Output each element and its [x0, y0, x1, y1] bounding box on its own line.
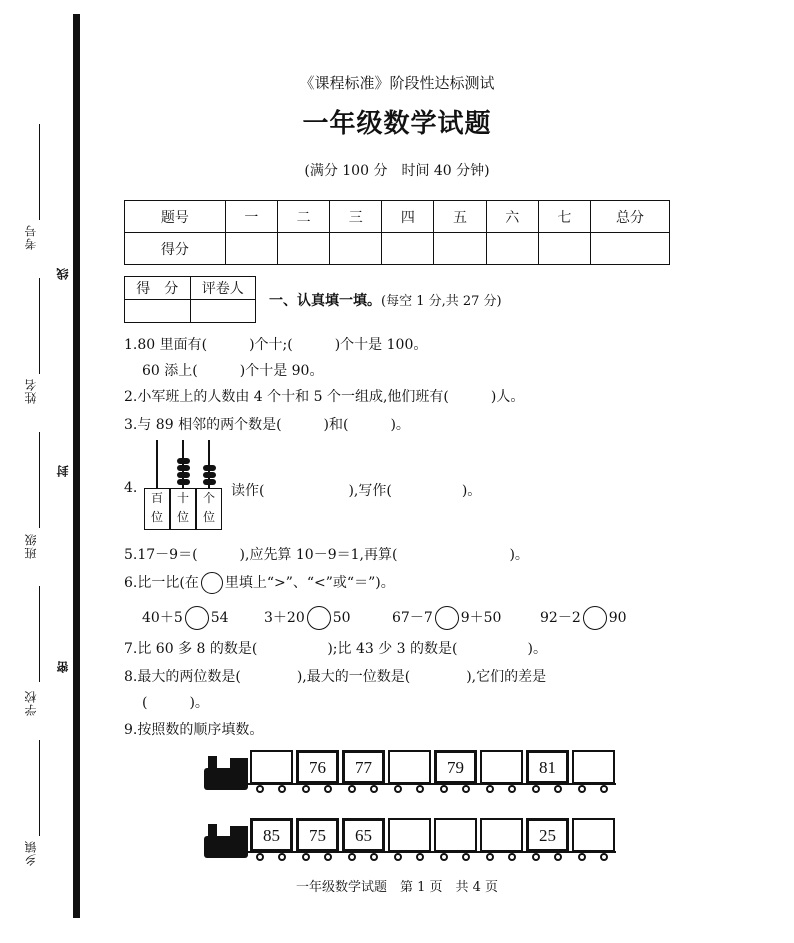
- compare-right: 54: [210, 610, 229, 626]
- township-underline[interactable]: [39, 740, 40, 836]
- question-6-pre: 6.比一比(在: [124, 575, 199, 591]
- train-wheel: [256, 853, 264, 861]
- train-wheel: [394, 785, 402, 793]
- tens-bead: [177, 458, 190, 464]
- train-car[interactable]: [480, 750, 523, 784]
- score-header-cell: 五: [434, 201, 486, 233]
- train-wheel: [278, 785, 286, 793]
- tens-bead: [177, 465, 190, 471]
- grader-score-label: 得 分: [125, 277, 191, 300]
- class-field: [18, 533, 42, 593]
- train-wheel: [486, 853, 494, 861]
- score-header-cell: 七: [538, 201, 590, 233]
- compare-left: 92－2: [540, 610, 581, 626]
- question-6: [124, 572, 395, 594]
- train-wheel: [348, 785, 356, 793]
- train-car: 25: [526, 818, 569, 852]
- train-car[interactable]: [250, 750, 293, 784]
- score-input-cell[interactable]: [278, 233, 330, 265]
- ones-bead: [203, 465, 216, 471]
- train-wheel: [440, 785, 448, 793]
- ones-bead: [203, 479, 216, 485]
- train-wheel: [302, 853, 310, 861]
- train-wheel: [554, 785, 562, 793]
- hundreds-rod: [156, 440, 158, 488]
- grader-table: [124, 276, 256, 323]
- name-label: 姓名: [24, 378, 38, 404]
- compare-left: 40＋5: [142, 610, 183, 626]
- train-car[interactable]: [572, 750, 615, 784]
- school-label: 学校: [24, 690, 38, 716]
- compare-left: 67－7: [392, 610, 433, 626]
- exam-number-label: 考号: [24, 224, 38, 250]
- train-wheel: [440, 853, 448, 861]
- question-6-post: 里填上“>”、“<”或“＝”)。: [224, 575, 395, 591]
- train-car: 79: [434, 750, 477, 784]
- compare-item: [142, 606, 229, 630]
- train-wheel: [394, 853, 402, 861]
- seal-secret-char: 密: [56, 661, 70, 673]
- train-wheel: [600, 785, 608, 793]
- train-wheel: [416, 853, 424, 861]
- train-wheel: [324, 853, 332, 861]
- section-heading: [269, 290, 502, 310]
- compare-right: 50: [332, 610, 351, 626]
- compare-left: 3＋20: [264, 610, 305, 626]
- score-table-header-row: [125, 201, 670, 233]
- compare-right: 9＋50: [460, 610, 502, 626]
- ones-bead: [203, 472, 216, 478]
- score-header-cell: 题号: [125, 201, 226, 233]
- score-input-cell[interactable]: [382, 233, 434, 265]
- question-7: 7.比 60 多 8 的数是( );比 43 少 3 的数是( )。: [124, 641, 547, 657]
- tens-label: 十 位: [170, 488, 196, 530]
- train-car: 75: [296, 818, 339, 852]
- train-wheel: [508, 853, 516, 861]
- train-wheel: [370, 785, 378, 793]
- train-car: 76: [296, 750, 339, 784]
- ones-label: 个 位: [196, 488, 222, 530]
- hundreds-label: 百 位: [144, 488, 170, 530]
- train-wheel: [302, 785, 310, 793]
- question-1a: 1.80 里面有( )个十;( )个十是 100。: [124, 337, 428, 353]
- train-wheel: [348, 853, 356, 861]
- score-table-score-row: [125, 233, 670, 265]
- score-header-cell: 二: [278, 201, 330, 233]
- compare-circle[interactable]: [583, 606, 607, 630]
- score-header-cell: 三: [330, 201, 382, 233]
- score-time-info: (满分 100 分 时间 40 分钟): [304, 163, 490, 179]
- grader-name-label: 评卷人: [190, 277, 256, 300]
- section-note: (每空 1 分,共 27 分): [381, 294, 502, 309]
- township-label: 乡镇: [24, 840, 38, 866]
- binding-rule: [73, 14, 80, 918]
- grader-name-input[interactable]: [190, 300, 256, 323]
- tens-bead: [177, 472, 190, 478]
- question-4-text: 读作( ),写作( )。: [231, 483, 482, 499]
- score-header-cell: 总分: [591, 201, 670, 233]
- score-input-cell[interactable]: [434, 233, 486, 265]
- train-wheel: [416, 785, 424, 793]
- train-wheels: [200, 853, 620, 863]
- circle-icon: [201, 572, 223, 594]
- train-wheel: [462, 853, 470, 861]
- train-wheel: [486, 785, 494, 793]
- train-wheel: [578, 853, 586, 861]
- question-5: 5.17－9＝( ),应先算 10－9＝1,再算( )。: [124, 547, 529, 563]
- train-row-1: [200, 750, 620, 802]
- compare-item: [264, 606, 351, 630]
- grader-score-input[interactable]: [125, 300, 191, 323]
- exam-subtitle: 《课程标准》阶段性达标测试: [299, 74, 495, 92]
- name-underline[interactable]: [39, 278, 40, 374]
- train-wheel: [462, 785, 470, 793]
- question-4-number: 4.: [124, 480, 138, 496]
- train-wheel: [532, 853, 540, 861]
- question-8b: ( )。: [142, 695, 209, 711]
- train-car: 77: [342, 750, 385, 784]
- train-row-2: [200, 818, 620, 870]
- school-underline[interactable]: [39, 586, 40, 682]
- compare-item: [540, 606, 627, 630]
- score-row-label: 得分: [125, 233, 226, 265]
- question-8a: 8.最大的两位数是( ),最大的一位数是( ),它们的差是: [124, 669, 547, 685]
- score-table: [124, 200, 670, 265]
- train-car[interactable]: [434, 818, 477, 852]
- train-wheel: [600, 853, 608, 861]
- train-wheel: [256, 785, 264, 793]
- score-input-cell[interactable]: [591, 233, 670, 265]
- question-2: 2.小军班上的人数由 4 个十和 5 个一组成,他们班有( )人。: [124, 389, 525, 405]
- train-wheel: [532, 785, 540, 793]
- seal-line-char: 线: [56, 268, 70, 280]
- page-footer: 一年级数学试题 第 1 页 共 4 页: [295, 880, 499, 895]
- compare-right: 90: [608, 610, 627, 626]
- name-field: [18, 378, 42, 438]
- compare-circle[interactable]: [185, 606, 209, 630]
- score-input-cell[interactable]: [486, 233, 538, 265]
- score-input-cell[interactable]: [225, 233, 277, 265]
- tens-bead: [177, 479, 190, 485]
- train-wheels: [200, 785, 620, 795]
- question-9: 9.按照数的顺序填数。: [124, 722, 264, 738]
- train-wheel: [554, 853, 562, 861]
- train-wheel: [324, 785, 332, 793]
- train-car: 65: [342, 818, 385, 852]
- seal-seal-char: 封: [56, 465, 70, 477]
- train-car[interactable]: [480, 818, 523, 852]
- train-car[interactable]: [388, 750, 431, 784]
- question-3: 3.与 89 相邻的两个数是( )和( )。: [124, 417, 410, 433]
- train-wheel: [278, 853, 286, 861]
- class-underline[interactable]: [39, 432, 40, 528]
- score-input-cell[interactable]: [330, 233, 382, 265]
- train-wheel: [578, 785, 586, 793]
- train-car: 81: [526, 750, 569, 784]
- question-1b: 60 添上( )个十是 90。: [142, 363, 324, 379]
- compare-circle[interactable]: [307, 606, 331, 630]
- train-car: 85: [250, 818, 293, 852]
- score-header-cell: 六: [486, 201, 538, 233]
- score-header-cell: 一: [225, 201, 277, 233]
- score-header-cell: 四: [382, 201, 434, 233]
- train-wheel: [370, 853, 378, 861]
- train-car[interactable]: [572, 818, 615, 852]
- score-input-cell[interactable]: [538, 233, 590, 265]
- abacus-figure: [142, 440, 224, 530]
- page-title: 一年级数学试题: [302, 109, 492, 139]
- class-label: 班级: [24, 533, 38, 559]
- train-wheel: [508, 785, 516, 793]
- compare-circle[interactable]: [435, 606, 459, 630]
- compare-item: [392, 606, 501, 630]
- train-car[interactable]: [388, 818, 431, 852]
- section-title: 一、认真填一填。: [269, 293, 381, 309]
